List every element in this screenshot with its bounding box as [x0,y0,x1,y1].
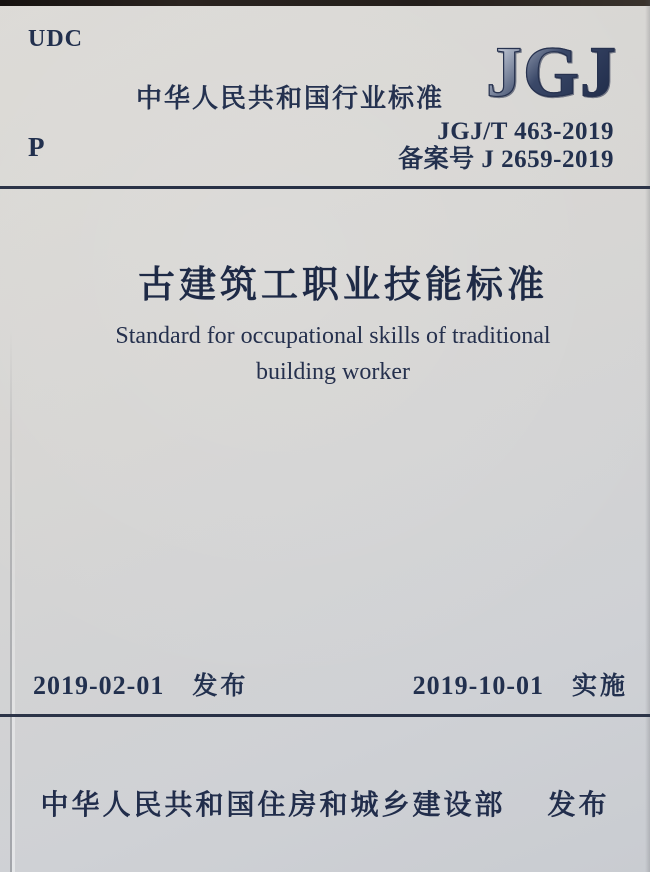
implement-date: 2019-10-01 [412,671,544,700]
publisher-name: 中华人民共和国住房和城乡建设部 [40,789,506,820]
publisher-action: 发布 [547,789,610,820]
issue-label: 发布 [192,672,249,700]
photo-top-edge [0,0,650,6]
issue-date-group [33,666,248,702]
p-classification-label: P [28,132,45,162]
title-chinese: 古建筑工职业技能标准 [138,265,548,306]
standard-codes [398,118,614,174]
standard-number: JGJ/T 463-2019 [437,118,614,145]
implement-date-group [413,666,628,702]
dates-row [33,666,628,702]
implement-label: 实施 [571,672,628,700]
title-english-line2: building worker [256,359,410,385]
issue-date: 2019-02-01 [33,671,165,700]
record-number: 备案号 J 2659-2019 [398,146,614,173]
header-rule-line [0,186,650,189]
jgj-logo: JGJ [486,32,618,112]
title-english [8,318,650,390]
national-standard-header: 中华人民共和国行业标准 [135,84,444,113]
right-edge-shadow [645,0,650,872]
publisher-row [0,783,650,823]
udc-label: UDC [28,26,83,52]
title-english-line1: Standard for occupational skills of traditional [115,323,551,349]
footer-rule-line [0,714,650,717]
